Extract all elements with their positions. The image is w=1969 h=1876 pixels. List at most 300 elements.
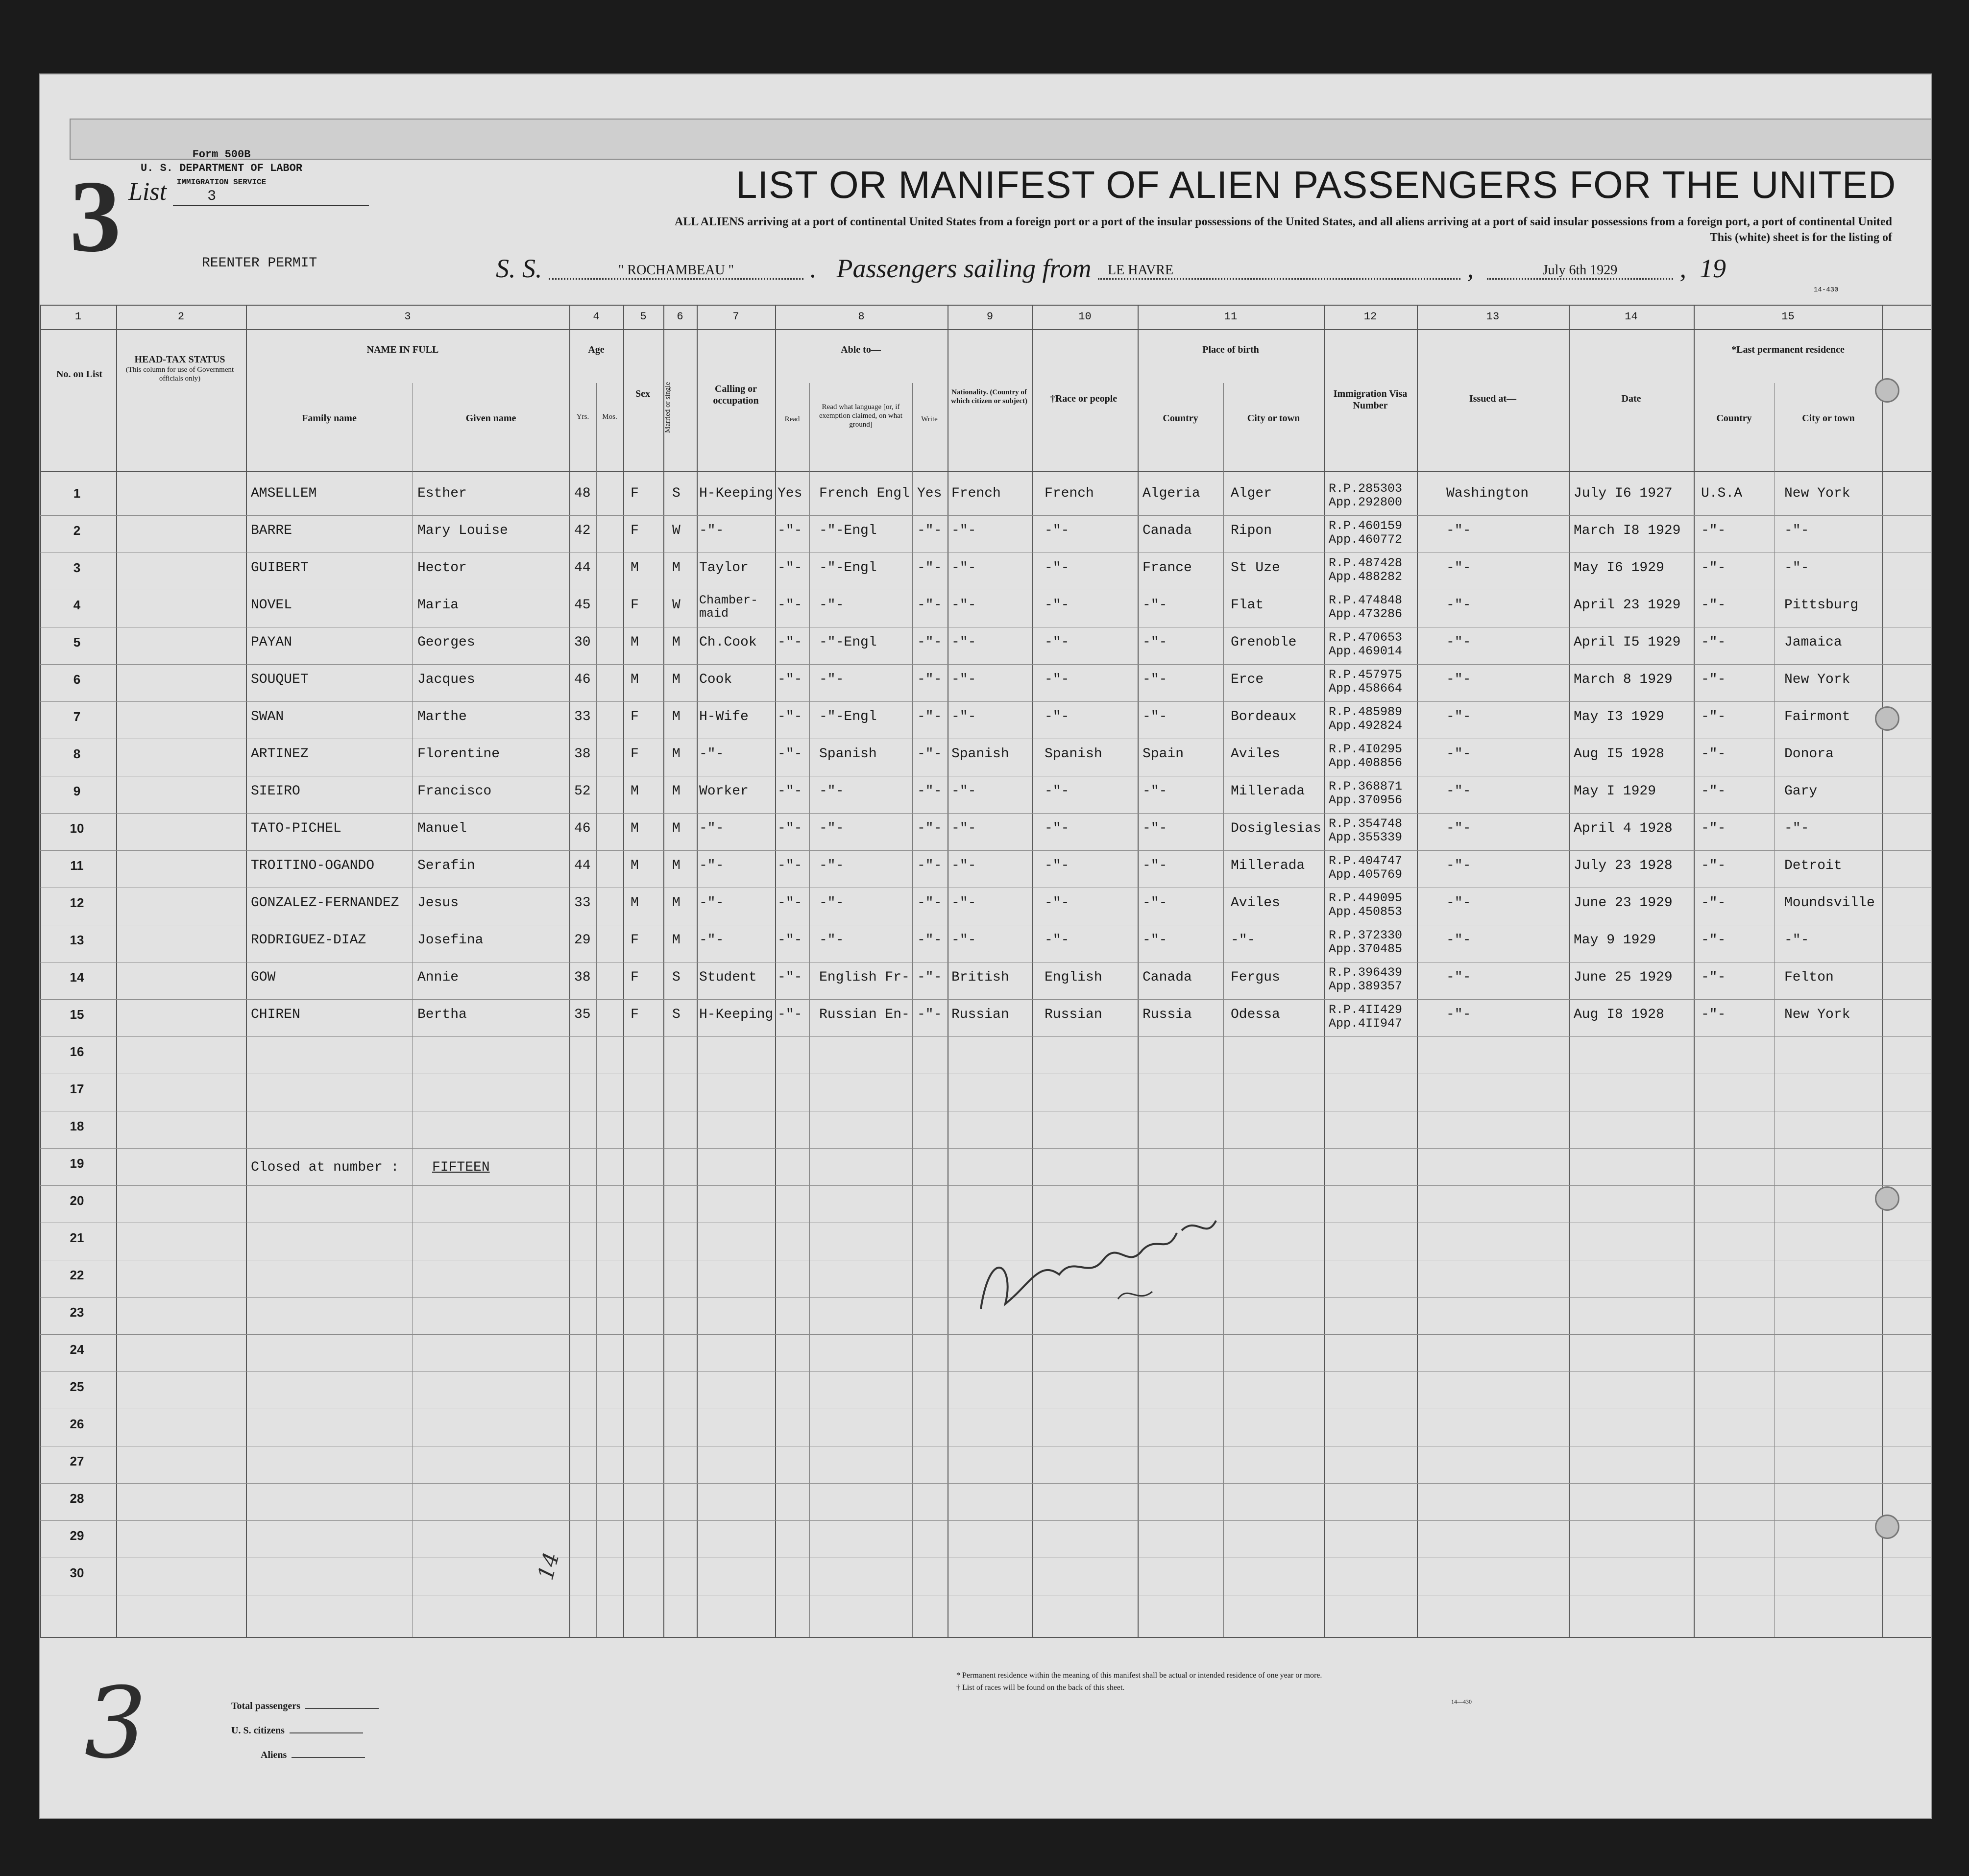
binder-hole-1 bbox=[1875, 378, 1899, 403]
cell-nat: -"- bbox=[951, 523, 976, 538]
cell-res_city: Gary bbox=[1784, 784, 1818, 799]
row-rule bbox=[40, 1036, 1931, 1037]
closed-label: Closed at number : bbox=[251, 1160, 399, 1175]
hdr-res-city: City or town bbox=[1802, 413, 1855, 424]
cell-race: -"- bbox=[1045, 933, 1070, 948]
cell-issued: -"- bbox=[1446, 970, 1471, 985]
cell-sex: F bbox=[631, 746, 639, 762]
row-number: 8 bbox=[73, 746, 81, 761]
cell-given: Maria bbox=[417, 598, 459, 613]
hdr-read-language: Read what language [or, if exemption claimed, on what ground] bbox=[819, 403, 902, 429]
cell-sex: M bbox=[631, 858, 639, 873]
column-number: 4 bbox=[593, 311, 600, 323]
cell-city: Aviles bbox=[1231, 746, 1280, 762]
footer-top-rule bbox=[40, 1637, 1931, 1638]
cell-write: -"- bbox=[917, 523, 942, 538]
cell-yrs: 38 bbox=[574, 746, 591, 762]
cell-issued: -"- bbox=[1446, 523, 1471, 538]
cell-date: July 23 1928 bbox=[1574, 858, 1673, 873]
cell-ms: M bbox=[672, 746, 681, 762]
column-rule bbox=[1694, 305, 1695, 1637]
cell-read: -"- bbox=[778, 970, 802, 985]
cell-country: Canada bbox=[1143, 523, 1192, 538]
hdr-res-country: Country bbox=[1716, 413, 1752, 424]
hdr-race: †Race or people bbox=[1050, 393, 1118, 404]
column-number: 1 bbox=[74, 311, 82, 323]
cell-visa-rp: R.P.4II429 bbox=[1329, 1003, 1403, 1017]
cell-write: -"- bbox=[917, 970, 942, 985]
cell-ms: S bbox=[672, 970, 681, 985]
cell-yrs: 52 bbox=[574, 784, 591, 799]
cell-given: Florentine bbox=[417, 746, 500, 762]
row-number: 4 bbox=[73, 598, 81, 612]
cell-occ: -"- bbox=[699, 933, 724, 948]
cell-city: Grenoble bbox=[1231, 635, 1297, 650]
cell-sex: M bbox=[631, 821, 639, 836]
subtitle bbox=[403, 214, 1892, 245]
cell-family: BARRE bbox=[251, 523, 292, 538]
cell-nat: -"- bbox=[951, 709, 976, 724]
cell-nat: -"- bbox=[951, 821, 976, 836]
cell-occ: Cook bbox=[699, 672, 732, 687]
cell-sex: F bbox=[631, 709, 639, 724]
cell-ms: W bbox=[672, 598, 681, 613]
total-passengers-text: Total passengers bbox=[231, 1701, 300, 1711]
cell-given: Georges bbox=[417, 635, 475, 650]
cell-family: SOUQUET bbox=[251, 672, 309, 687]
cell-res_city: -"- bbox=[1784, 933, 1809, 948]
row-number: 20 bbox=[70, 1193, 84, 1208]
cell-visa-app: App.389357 bbox=[1329, 979, 1403, 993]
us-citizens-blank bbox=[290, 1732, 363, 1733]
row-rule bbox=[40, 664, 1931, 665]
cell-visa-app: App.488282 bbox=[1329, 570, 1403, 584]
list-label: List bbox=[128, 178, 167, 206]
hdr-head-tax-note: (This column for use of Government officials only) bbox=[125, 366, 234, 383]
cell-family: CHIREN bbox=[251, 1007, 300, 1022]
cell-res_country: -"- bbox=[1701, 598, 1726, 613]
cell-occ: Worker bbox=[699, 784, 749, 799]
sailing-label: Passengers sailing from bbox=[836, 254, 1092, 283]
cell-write: -"- bbox=[917, 635, 942, 650]
cell-nat: -"- bbox=[951, 560, 976, 576]
cell-country: -"- bbox=[1143, 895, 1167, 911]
list-big-number: 3 bbox=[70, 160, 121, 273]
cell-ms: M bbox=[672, 635, 681, 650]
cell-sex: F bbox=[631, 970, 639, 985]
row-rule bbox=[40, 850, 1931, 851]
hdr-able-to: Able to— bbox=[841, 344, 881, 355]
cell-nat: -"- bbox=[951, 895, 976, 911]
column-number: 6 bbox=[677, 311, 683, 323]
cell-city: Erce bbox=[1231, 672, 1264, 687]
cell-read: -"- bbox=[778, 709, 802, 724]
cell-res_country: -"- bbox=[1701, 970, 1726, 985]
hdr-no-on-list: No. on List bbox=[56, 369, 102, 380]
cell-ms: S bbox=[672, 486, 681, 501]
cell-visa-rp: R.P.4I0295 bbox=[1329, 742, 1403, 756]
cell-family: TATO-PICHEL bbox=[251, 821, 341, 836]
cell-ms: W bbox=[672, 523, 681, 538]
row-number: 13 bbox=[70, 933, 84, 947]
cell-visa-rp: R.P.372330 bbox=[1329, 928, 1403, 942]
cell-race: -"- bbox=[1045, 784, 1070, 799]
cell-write: -"- bbox=[917, 709, 942, 724]
hdr-family-name: Family name bbox=[302, 413, 357, 424]
cell-write: -"- bbox=[917, 1007, 942, 1022]
cell-given: Mary Louise bbox=[417, 523, 508, 538]
cell-visa-rp: R.P.396439 bbox=[1329, 965, 1403, 980]
cell-lang: Russian En- bbox=[819, 1007, 910, 1022]
cell-country: -"- bbox=[1143, 598, 1167, 613]
ship-line: S. S. " ROCHAMBEAU " . Passengers sailing from LE HAVRE , July 6th 1929 , 19 bbox=[496, 254, 1726, 283]
row-rule bbox=[40, 1520, 1931, 1521]
cell-visa-app: App.450853 bbox=[1329, 905, 1403, 919]
year-prefix: 19 bbox=[1700, 254, 1726, 283]
cell-res_country: -"- bbox=[1701, 821, 1726, 836]
hdr-given-name: Given name bbox=[465, 413, 516, 424]
row-number: 22 bbox=[70, 1268, 84, 1282]
cell-write: -"- bbox=[917, 598, 942, 613]
cell-visa-app: App.292800 bbox=[1329, 495, 1403, 509]
cell-sex: M bbox=[631, 635, 639, 650]
cell-sex: F bbox=[631, 523, 639, 538]
cell-country: France bbox=[1143, 560, 1192, 576]
subtitle-line-1: ALL ALIENS arriving at a port of continental United States from a foreign port or a port of the insular possessions of the United States, and all aliens arriving at a port of said insular possessions from a foreign port, a port of continental United bbox=[675, 216, 1892, 228]
cell-lang: French Engl bbox=[819, 486, 910, 501]
cell-family: PAYAN bbox=[251, 635, 292, 650]
row-number: 14 bbox=[70, 970, 84, 985]
cell-occ: H-Keeping bbox=[699, 486, 774, 501]
cell-res_city: Felton bbox=[1784, 970, 1834, 985]
cell-nat: -"- bbox=[951, 933, 976, 948]
cell-write: -"- bbox=[917, 672, 942, 687]
hdr-place-of-birth: Place of birth bbox=[1202, 344, 1259, 355]
cell-family: NOVEL bbox=[251, 598, 292, 613]
cell-race: -"- bbox=[1045, 635, 1070, 650]
row-number: 19 bbox=[70, 1156, 84, 1171]
cell-sex: M bbox=[631, 672, 639, 687]
cell-given: Bertha bbox=[417, 1007, 467, 1022]
hdr-head-tax-label: HEAD-TAX STATUS bbox=[134, 354, 225, 365]
cell-city: Ripon bbox=[1231, 523, 1272, 538]
cell-given: Esther bbox=[417, 486, 467, 501]
column-number: 14 bbox=[1625, 311, 1638, 323]
sailing-date: July 6th 1929 bbox=[1487, 263, 1673, 280]
cell-write: -"- bbox=[917, 895, 942, 911]
binder-hole-2 bbox=[1875, 706, 1899, 731]
binder-hole-3 bbox=[1875, 1186, 1899, 1211]
cell-visa-rp: R.P.285303 bbox=[1329, 481, 1403, 496]
cell-res_city: Moundsville bbox=[1784, 895, 1875, 911]
hdr-nationality: Nationality. (Country of which citizen or subject) bbox=[951, 388, 1027, 405]
cell-write: Yes bbox=[917, 486, 942, 501]
cell-res_country: -"- bbox=[1701, 709, 1726, 724]
cell-ms: M bbox=[672, 895, 681, 911]
cell-given: Manuel bbox=[417, 821, 467, 836]
cell-issued: -"- bbox=[1446, 858, 1471, 873]
column-number: 15 bbox=[1781, 311, 1795, 323]
cell-family: TROITINO-OGANDO bbox=[251, 858, 375, 873]
total-passengers-blank bbox=[305, 1708, 379, 1709]
hdr-visa: Immigration Visa Number bbox=[1333, 388, 1408, 411]
cell-city: Millerada bbox=[1231, 784, 1305, 799]
cell-visa-rp: R.P.354748 bbox=[1329, 817, 1403, 831]
cell-res_country: -"- bbox=[1701, 672, 1726, 687]
row-number: 12 bbox=[70, 895, 84, 910]
row-rule bbox=[40, 1483, 1931, 1484]
subcolumn-rule bbox=[1223, 383, 1224, 1637]
closed-value: FIFTEEN bbox=[432, 1160, 490, 1175]
cell-lang: -"- bbox=[819, 784, 844, 799]
cell-sex: M bbox=[631, 560, 639, 576]
cell-race: -"- bbox=[1045, 523, 1070, 538]
cell-ms: S bbox=[672, 1007, 681, 1022]
cell-issued: -"- bbox=[1446, 933, 1471, 948]
column-number: 8 bbox=[858, 311, 865, 323]
cell-read: Yes bbox=[778, 486, 802, 501]
column-number: 12 bbox=[1363, 311, 1377, 323]
cell-lang: English Fr- bbox=[819, 970, 910, 985]
cell-issued: -"- bbox=[1446, 821, 1471, 836]
cell-occ: -"- bbox=[699, 746, 724, 762]
cell-yrs: 30 bbox=[574, 635, 591, 650]
column-rule bbox=[697, 305, 698, 1637]
cell-visa-app: App.492824 bbox=[1329, 719, 1403, 733]
column-rule bbox=[116, 305, 117, 1637]
cell-res_city: Jamaica bbox=[1784, 635, 1842, 650]
cell-lang: -"- bbox=[819, 933, 844, 948]
form-code: 14-430 bbox=[1814, 286, 1839, 294]
cell-given: Josefina bbox=[417, 933, 484, 948]
cell-res_city: Pittsburg bbox=[1784, 598, 1859, 613]
column-rule bbox=[775, 305, 776, 1637]
cell-nat: -"- bbox=[951, 858, 976, 873]
cell-visa-app: App.458664 bbox=[1329, 681, 1403, 696]
cell-visa-rp: R.P.474848 bbox=[1329, 593, 1403, 607]
cell-issued: -"- bbox=[1446, 560, 1471, 576]
row-rule bbox=[40, 1148, 1931, 1149]
hdr-last-residence: *Last permanent residence bbox=[1731, 344, 1845, 355]
subcolumn-rule bbox=[596, 383, 597, 1637]
hdr-sex: Sex bbox=[635, 388, 650, 399]
aliens-label bbox=[261, 1750, 365, 1761]
us-citizens-label bbox=[231, 1725, 363, 1736]
port-name: LE HAVRE bbox=[1098, 263, 1460, 280]
cell-occ: Student bbox=[699, 970, 757, 985]
cell-read: -"- bbox=[778, 895, 802, 911]
cell-ms: M bbox=[672, 821, 681, 836]
cell-res_city: -"- bbox=[1784, 560, 1809, 576]
cell-read: -"- bbox=[778, 784, 802, 799]
cell-visa-app: App.473286 bbox=[1329, 607, 1403, 621]
cell-visa-rp: R.P.460159 bbox=[1329, 519, 1403, 533]
cell-res_city: New York bbox=[1784, 672, 1850, 687]
row-number: 25 bbox=[70, 1379, 84, 1394]
row-number: 11 bbox=[70, 858, 84, 873]
cell-visa-rp: R.P.449095 bbox=[1329, 891, 1403, 905]
cell-country: -"- bbox=[1143, 784, 1167, 799]
cell-visa-rp: R.P.368871 bbox=[1329, 779, 1403, 794]
cell-country: -"- bbox=[1143, 821, 1167, 836]
cell-res_country: -"- bbox=[1701, 858, 1726, 873]
cell-family: RODRIGUEZ-DIAZ bbox=[251, 933, 366, 948]
cell-race: French bbox=[1045, 486, 1094, 501]
cell-country: -"- bbox=[1143, 635, 1167, 650]
cell-issued: -"- bbox=[1446, 1007, 1471, 1022]
row-number: 17 bbox=[70, 1082, 84, 1096]
cell-date: May I3 1929 bbox=[1574, 709, 1664, 724]
column-number: 2 bbox=[177, 311, 185, 323]
row-number: 28 bbox=[70, 1491, 84, 1506]
cell-res_city: -"- bbox=[1784, 523, 1809, 538]
cell-res_country: U.S.A bbox=[1701, 486, 1743, 501]
cell-occ: H-Wife bbox=[699, 709, 749, 724]
cell-given: Marthe bbox=[417, 709, 467, 724]
hdr-birth-city: City or town bbox=[1247, 413, 1300, 424]
cell-read: -"- bbox=[778, 672, 802, 687]
list-line bbox=[128, 177, 369, 206]
cell-occ: Ch.Cook bbox=[699, 635, 757, 650]
row-number: 5 bbox=[73, 635, 81, 649]
cell-race: -"- bbox=[1045, 709, 1070, 724]
cell-given: Annie bbox=[417, 970, 459, 985]
cell-write: -"- bbox=[917, 858, 942, 873]
manifest-footer bbox=[40, 1637, 1931, 1818]
cell-res_city: Fairmont bbox=[1784, 709, 1850, 724]
cell-res_city: -"- bbox=[1784, 821, 1809, 836]
cell-visa-app: App.405769 bbox=[1329, 867, 1403, 882]
row-number: 2 bbox=[73, 523, 81, 538]
cell-issued: -"- bbox=[1446, 635, 1471, 650]
subcolumn-rule bbox=[912, 383, 913, 1637]
cell-visa-app: App.408856 bbox=[1329, 756, 1403, 770]
cell-city: Millerada bbox=[1231, 858, 1305, 873]
form-number: Form 500B bbox=[192, 148, 251, 161]
cell-occ: -"- bbox=[699, 895, 724, 911]
cell-date: Aug I8 1928 bbox=[1574, 1007, 1664, 1022]
cell-res_country: -"- bbox=[1701, 1007, 1726, 1022]
cell-yrs: 38 bbox=[574, 970, 591, 985]
cell-visa-app: App.460772 bbox=[1329, 532, 1403, 547]
cell-yrs: 33 bbox=[574, 709, 591, 724]
cell-given: Serafin bbox=[417, 858, 475, 873]
row-number: 6 bbox=[73, 672, 81, 687]
hdr-calling: Calling or occupation bbox=[713, 384, 759, 406]
subtitle-line-2: This (white) sheet is for the listing of bbox=[1709, 231, 1892, 244]
cell-write: -"- bbox=[917, 821, 942, 836]
hdr-date: Date bbox=[1621, 393, 1641, 404]
cell-family: GONZALEZ-FERNANDEZ bbox=[251, 895, 399, 911]
cell-read: -"- bbox=[778, 598, 802, 613]
cell-res_country: -"- bbox=[1701, 523, 1726, 538]
cell-yrs: 29 bbox=[574, 933, 591, 948]
cell-ms: M bbox=[672, 709, 681, 724]
cell-read: -"- bbox=[778, 858, 802, 873]
row-number: 21 bbox=[70, 1230, 84, 1245]
cell-yrs: 35 bbox=[574, 1007, 591, 1022]
cell-visa-app: App.370485 bbox=[1329, 942, 1403, 956]
cell-res_country: -"- bbox=[1701, 635, 1726, 650]
cell-occ: Taylor bbox=[699, 560, 749, 576]
cell-yrs: 45 bbox=[574, 598, 591, 613]
aliens-blank bbox=[292, 1757, 365, 1758]
cell-race: -"- bbox=[1045, 858, 1070, 873]
footer-note-1: * Permanent residence within the meaning of this manifest shall be actual or intended residence of one year or more. bbox=[956, 1671, 1322, 1680]
row-rule bbox=[40, 701, 1931, 702]
hdr-name-in-full: NAME IN FULL bbox=[366, 344, 439, 355]
hdr-mos: Mos. bbox=[602, 413, 617, 421]
cell-write: -"- bbox=[917, 560, 942, 576]
cell-country: Canada bbox=[1143, 970, 1192, 985]
cell-visa-rp: R.P.470653 bbox=[1329, 630, 1403, 645]
cell-city: St Uze bbox=[1231, 560, 1280, 576]
cell-yrs: 44 bbox=[574, 858, 591, 873]
cell-occ: -"- bbox=[699, 821, 724, 836]
binder-hole-4 bbox=[1875, 1515, 1899, 1539]
cell-city: Dosiglesias bbox=[1231, 821, 1321, 836]
manifest-sheet bbox=[39, 73, 1932, 1819]
hdr-write: Write bbox=[921, 415, 938, 423]
page-title: LIST OR MANIFEST OF ALIEN PASSENGERS FOR THE UNITED bbox=[736, 163, 1896, 206]
column-rule bbox=[569, 305, 570, 1637]
us-citizens-text: U. S. citizens bbox=[231, 1725, 285, 1736]
cell-res_country: -"- bbox=[1701, 560, 1726, 576]
cell-family: GUIBERT bbox=[251, 560, 309, 576]
column-rule bbox=[1882, 305, 1883, 1637]
handwritten-margin-number: 3 bbox=[84, 1666, 147, 1780]
cell-lang: -"-Engl bbox=[819, 635, 877, 650]
page-stack-edge bbox=[70, 119, 1932, 160]
cell-ms: M bbox=[672, 560, 681, 576]
cell-family: AMSELLEM bbox=[251, 486, 317, 501]
cell-read: -"- bbox=[778, 746, 802, 762]
cell-date: Aug I5 1928 bbox=[1574, 746, 1664, 762]
cell-sex: F bbox=[631, 486, 639, 501]
cell-date: April 4 1928 bbox=[1574, 821, 1673, 836]
column-rule bbox=[623, 305, 624, 1637]
cell-city: Alger bbox=[1231, 486, 1272, 501]
cell-lang: -"-Engl bbox=[819, 523, 877, 538]
cell-lang: -"- bbox=[819, 598, 844, 613]
cell-write: -"- bbox=[917, 784, 942, 799]
cell-ms: M bbox=[672, 672, 681, 687]
cell-issued: Washington bbox=[1446, 486, 1529, 501]
cell-res_country: -"- bbox=[1701, 746, 1726, 762]
aliens-text: Aliens bbox=[261, 1750, 287, 1760]
row-number: 26 bbox=[70, 1417, 84, 1431]
hdr-head-tax bbox=[116, 354, 243, 383]
row-rule bbox=[40, 1185, 1931, 1186]
manifest-table bbox=[40, 305, 1931, 1637]
cell-date: June 25 1929 bbox=[1574, 970, 1673, 985]
column-rule bbox=[663, 305, 664, 1637]
column-number: 11 bbox=[1224, 311, 1238, 323]
cell-nat: Spanish bbox=[951, 746, 1009, 762]
cell-occ: -"- bbox=[699, 523, 724, 538]
cell-occ: -"- bbox=[699, 858, 724, 873]
cell-occ: Chamber- maid bbox=[699, 593, 758, 621]
cell-read: -"- bbox=[778, 560, 802, 576]
cell-lang: -"- bbox=[819, 858, 844, 873]
hdr-read: Read bbox=[784, 415, 800, 423]
cell-family: SWAN bbox=[251, 709, 284, 724]
column-number: 5 bbox=[640, 311, 647, 323]
subcolumn-rule bbox=[809, 383, 810, 1637]
cell-res_city: New York bbox=[1784, 1007, 1850, 1022]
cell-lang: -"- bbox=[819, 672, 844, 687]
cell-issued: -"- bbox=[1446, 784, 1471, 799]
